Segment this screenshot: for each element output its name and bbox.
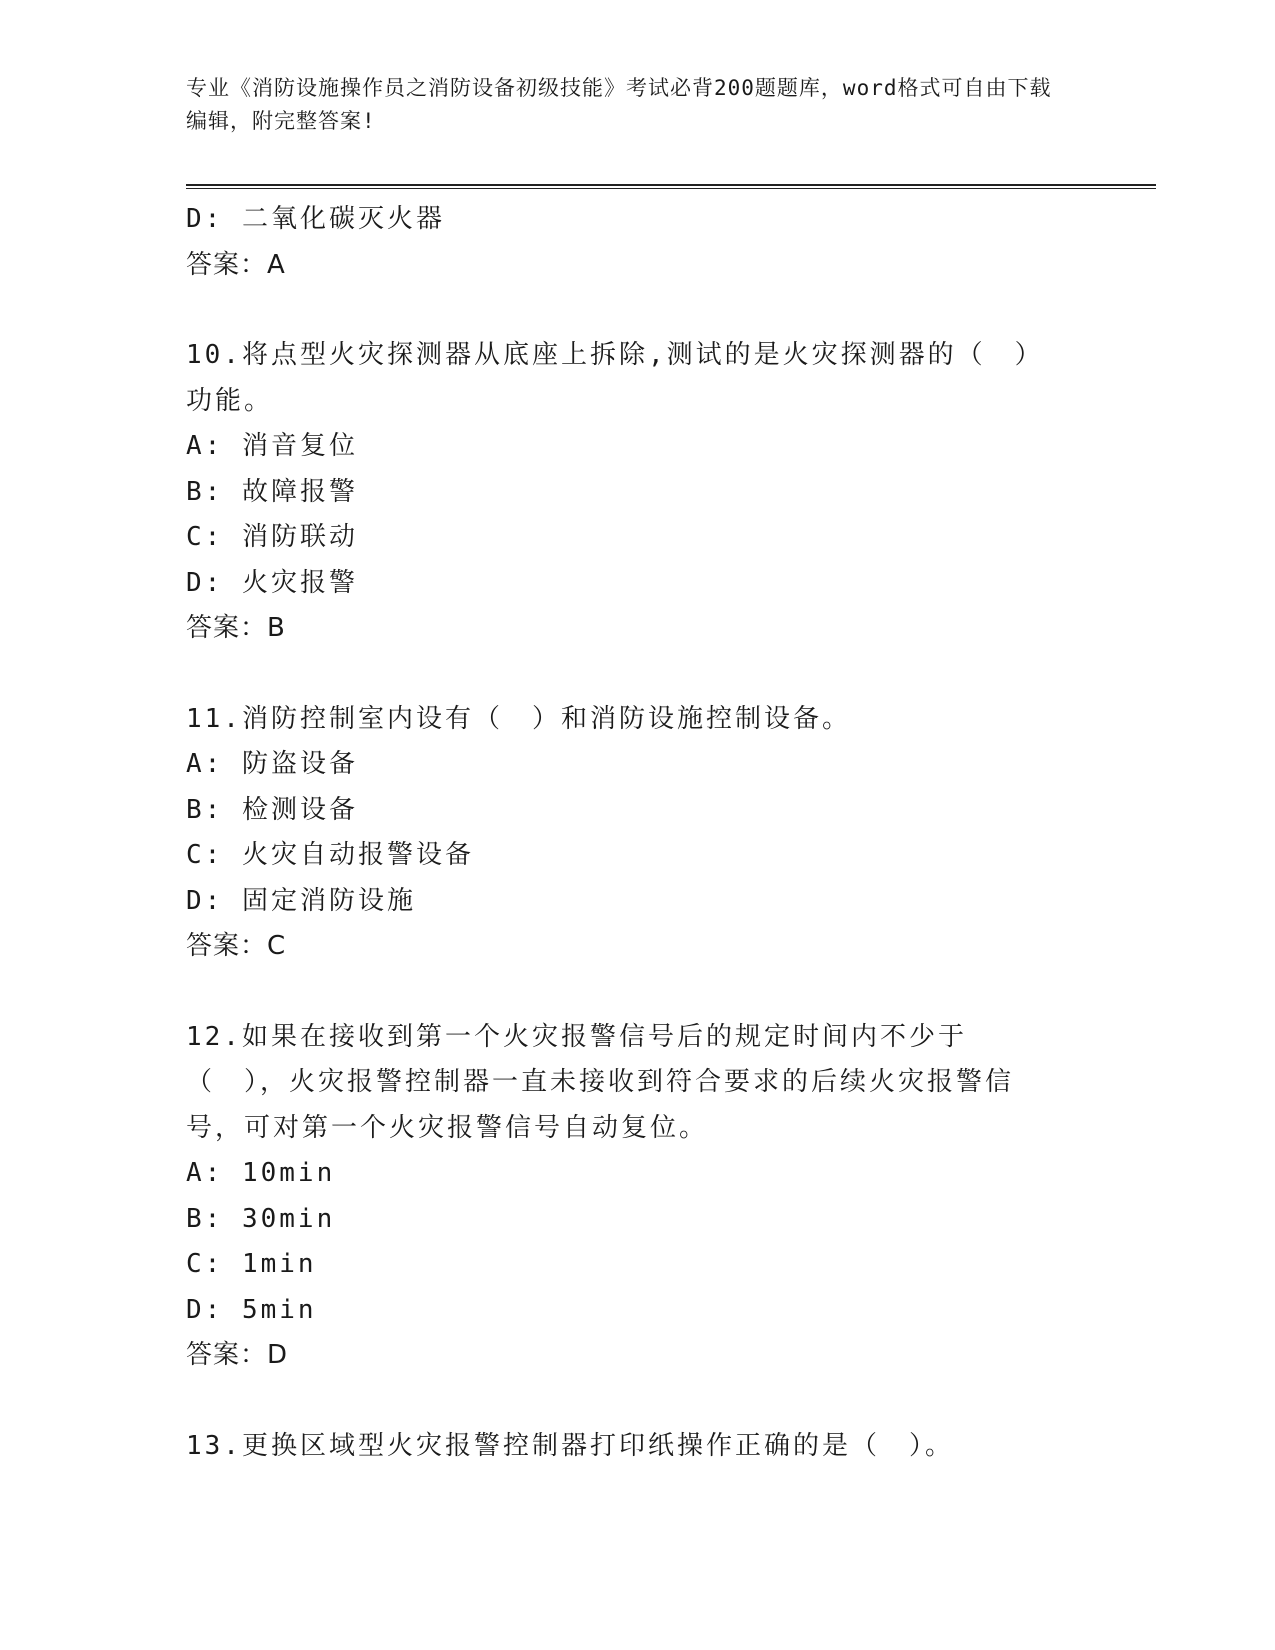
question-stem: 13.更换区域型火灾报警控制器打印纸操作正确的是（ ）。 — [186, 1430, 954, 1461]
option-c: C: 火灾自动报警设备 — [186, 840, 474, 870]
document-header-note: 专业《消防设施操作员之消防设备初级技能》考试必背200题题库，word格式可自由下载编辑，附完整答案! — [186, 76, 1052, 133]
question-11 — [186, 697, 1046, 970]
option-d: D: 二氧化碳灭火器 — [186, 204, 445, 234]
question-stem: 12.如果在接收到第一个火灾报警信号后的规定时间内不少于（ ），火灾报警控制器一直未接收到符合要求的后续火灾报警信号，可对第一个火灾报警信号自动复位。 — [186, 1021, 1015, 1143]
option-a: A: 10min — [186, 1158, 336, 1188]
option-b: B: 检测设备 — [186, 794, 358, 825]
option-d: D: 固定消防设施 — [186, 885, 416, 916]
question-stem: 11.消防控制室内设有（ ）和消防设施控制设备。 — [186, 703, 851, 734]
question-13 — [186, 1424, 1046, 1470]
answer-line: 答案：C — [186, 931, 287, 961]
option-b: B: 故障报警 — [186, 476, 358, 507]
option-a: A: 消音复位 — [186, 431, 358, 461]
question-stem: 10.将点型火灾探测器从底座上拆除,测试的是火灾探测器的（ ）功能。 — [186, 340, 1044, 416]
header-divider — [186, 184, 1156, 189]
option-c: C: 消防联动 — [186, 522, 358, 552]
option-c: C: 1min — [186, 1249, 317, 1279]
answer-line: 答案：B — [186, 613, 286, 643]
partial-question-9 — [186, 197, 1046, 288]
option-a: A: 防盗设备 — [186, 749, 358, 779]
document-page — [186, 72, 1156, 1469]
option-d: D: 5min — [186, 1294, 317, 1325]
question-10 — [186, 333, 1046, 652]
option-b: B: 30min — [186, 1203, 336, 1234]
answer-line: 答案：D — [186, 1340, 289, 1370]
answer-line: 答案：A — [186, 249, 286, 280]
question-12 — [186, 1015, 1046, 1379]
question-content — [186, 197, 1046, 1469]
option-d: D: 火灾报警 — [186, 567, 358, 598]
